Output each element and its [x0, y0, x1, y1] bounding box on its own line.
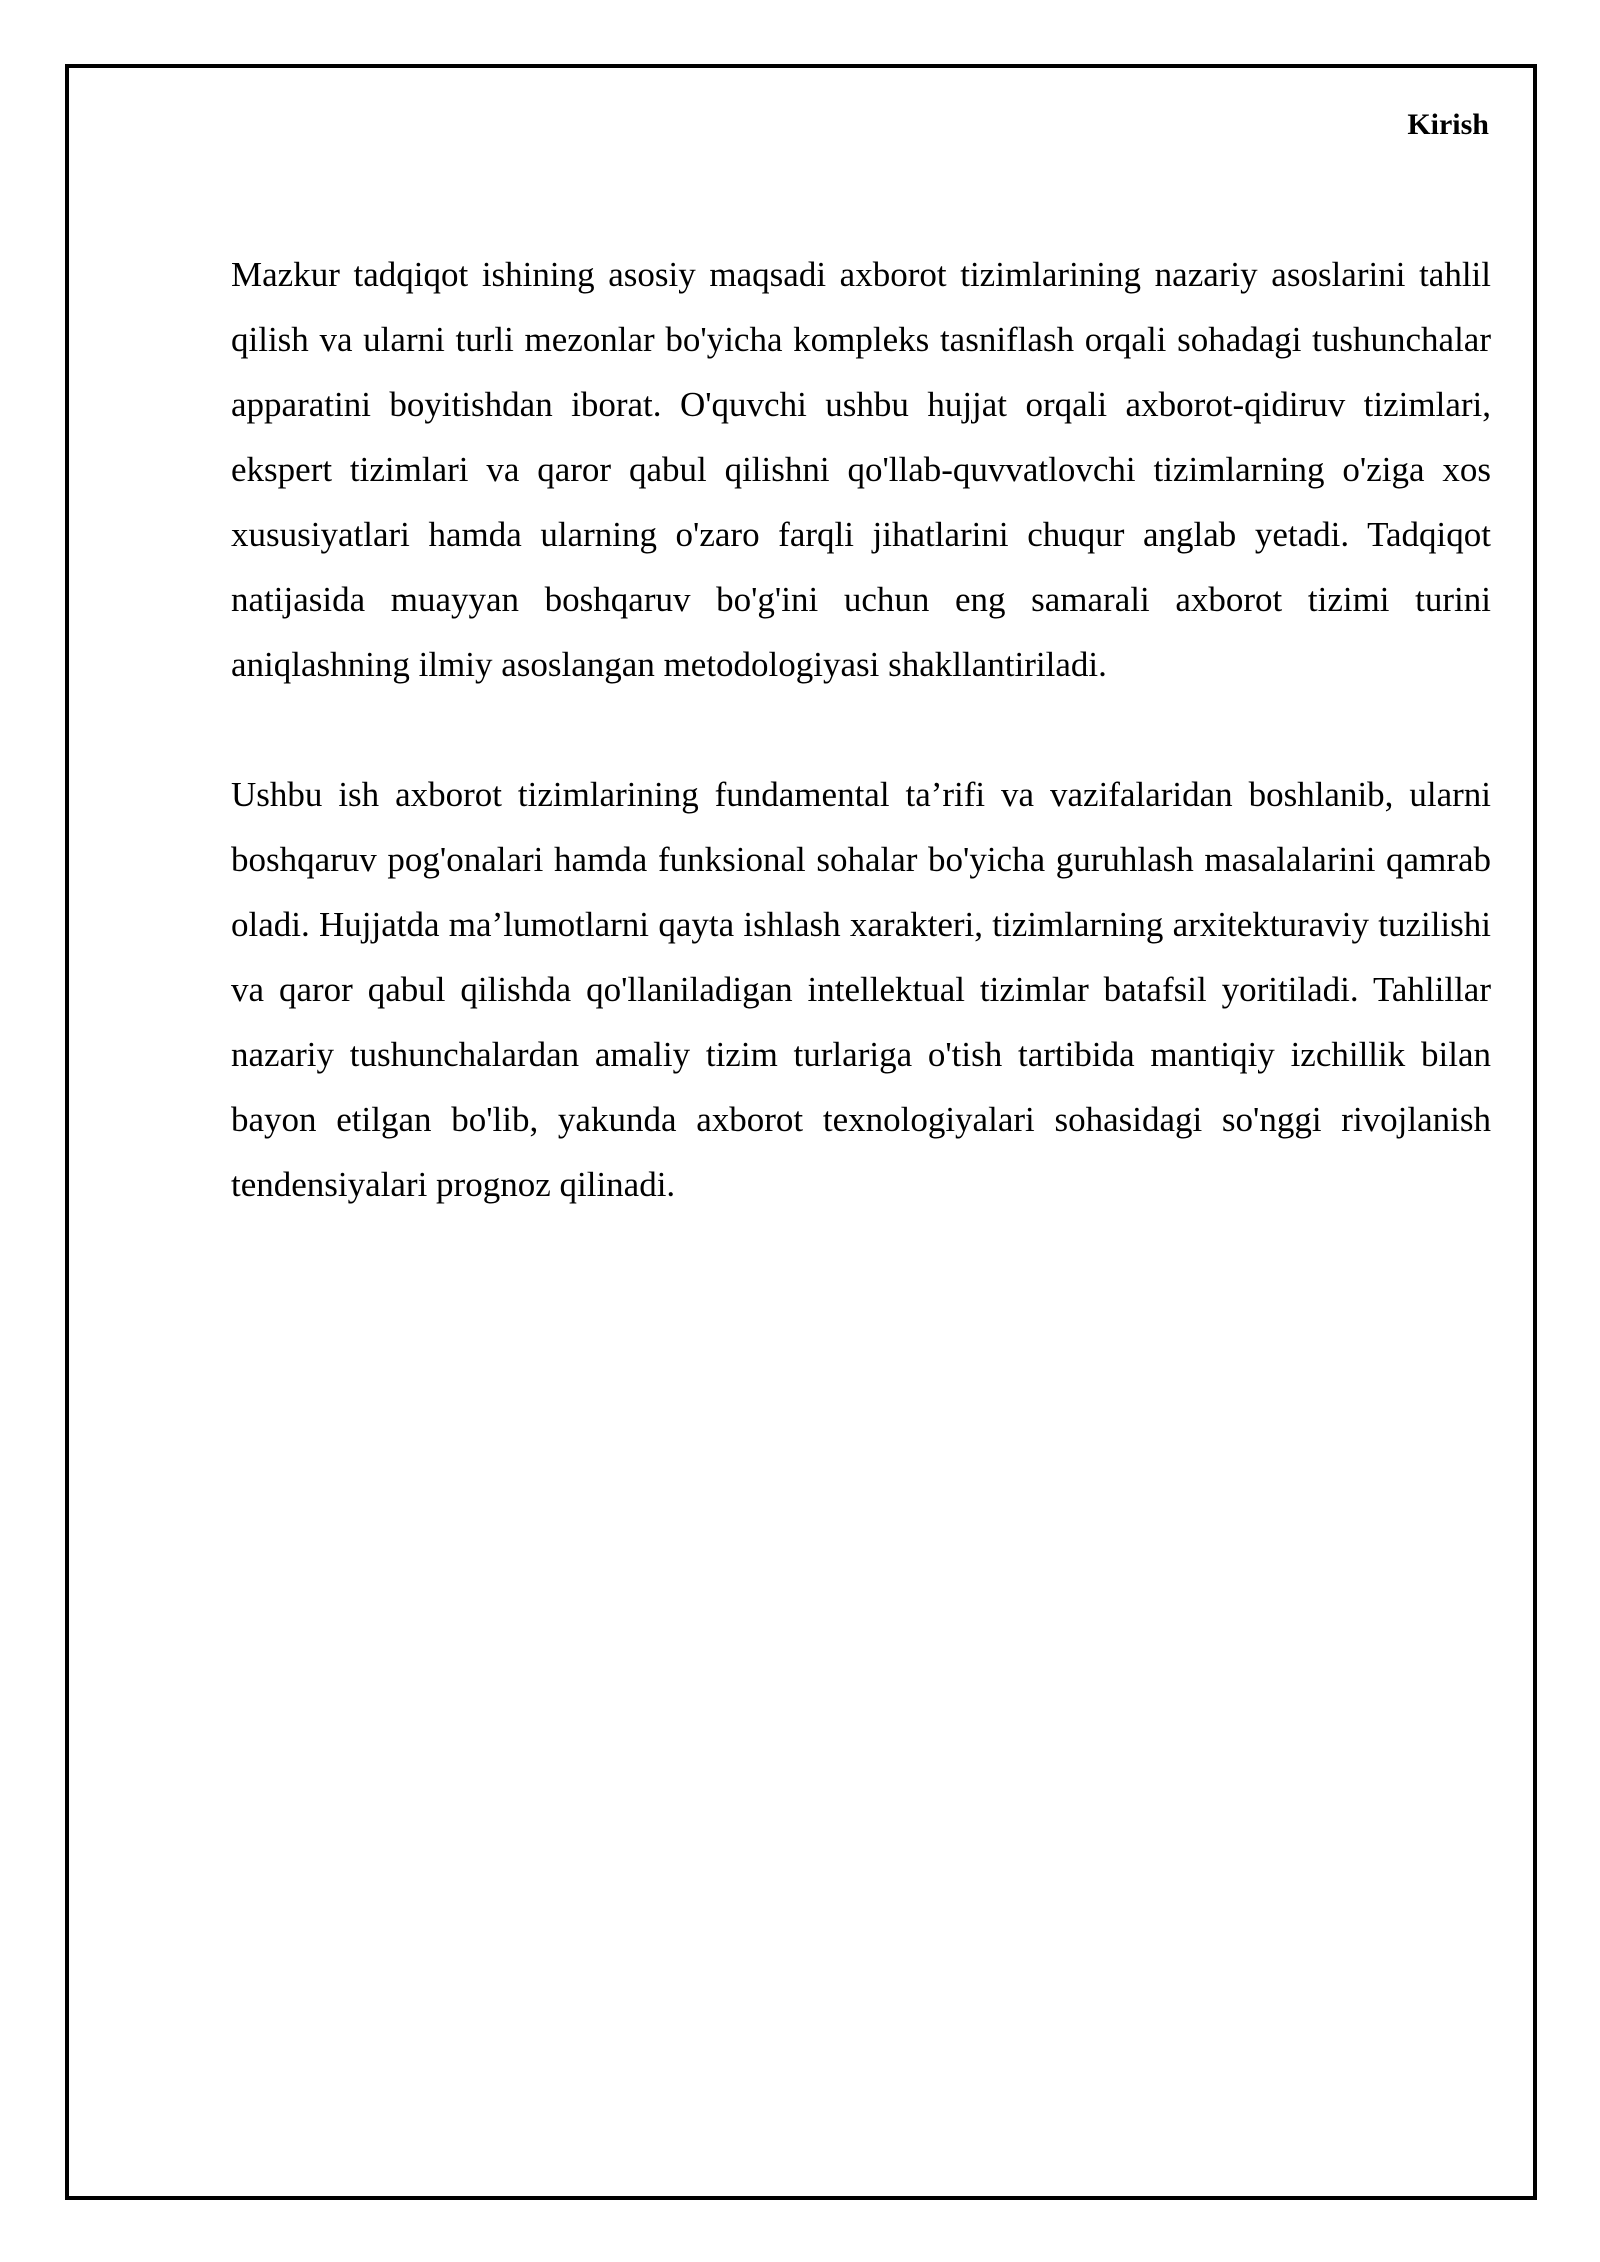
section-title: Kirish: [1407, 108, 1489, 141]
page-frame: [65, 64, 1537, 2200]
paragraph-2: Ushbu ish axborot tizimlarining fundamental ta’rifi va vazifalaridan boshlanib, ularni boshqaruv pog'onalari hamda funksional sohalar bo'yicha guruhlash masalalarini qamrab oladi. Hujjatda ma’lumotlarni qayta ishlash xarakteri, tizimlarning arxitekturaviy tuzilishi va qaror qabul qilishda qo'llaniladigan intellektual tizimlar batafsil yoritiladi. Tahlillar nazariy tushunchalardan amaliy tizim turlariga o'tish tartibida mantiqiy izchillik bilan bayon etilgan bo'lib, yakunda axborot texnologiyalari sohasidagi so'nggi rivojlanish tendensiyalari prognoz qilinadi.: [231, 775, 1491, 1204]
paragraph-1: Mazkur tadqiqot ishining asosiy maqsadi axborot tizimlarining nazariy asoslarini tahlil qilish va ularni turli mezonlar bo'yicha kompleks tasniflash orqali sohadagi tushunchalar apparatini boyitishdan iborat. O'quvchi ushbu hujjat orqali axborot-qidiruv tizimlari, ekspert tizimlari va qaror qabul qilishni qo'llab-quvvatlovchi tizimlarning o'ziga xos xususiyatlari hamda ularning o'zaro farqli jihatlarini chuqur anglab yetadi. Tadqiqot natijasida muayyan boshqaruv bo'g'ini uchun eng samarali axborot tizimi turini aniqlashning ilmiy asoslangan metodologiyasi shakllantiriladi.: [231, 255, 1491, 684]
document-body: [231, 242, 1491, 1282]
